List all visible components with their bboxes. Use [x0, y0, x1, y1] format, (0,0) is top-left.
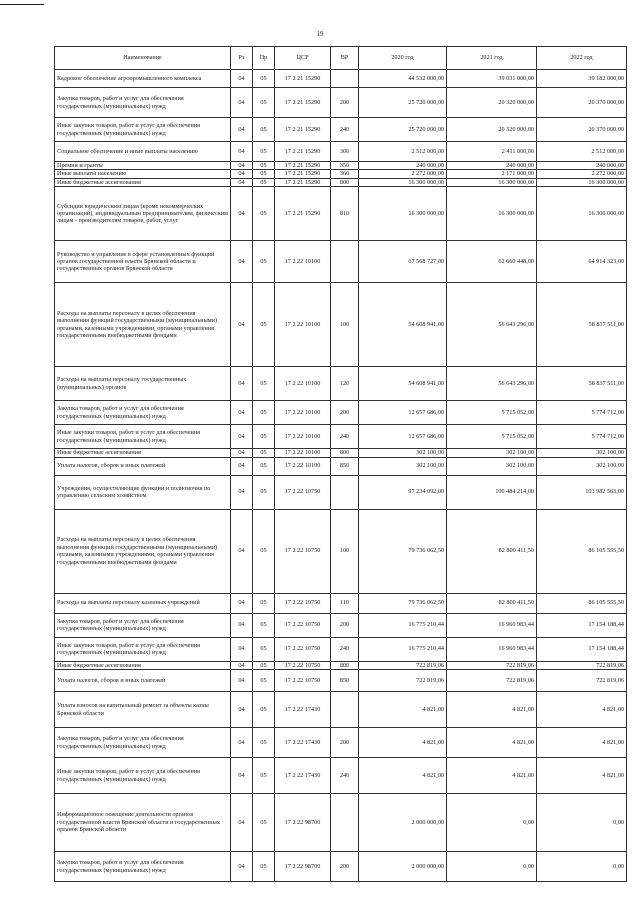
row-amount-2022: 4 821,00 [537, 758, 627, 794]
row-vr: 200 [331, 852, 359, 882]
row-amount-2021: 722 819,06 [447, 670, 537, 692]
row-pr: 05 [253, 367, 275, 401]
row-amount-2022: 722 819,06 [537, 661, 627, 669]
row-rz: 04 [231, 118, 253, 142]
row-amount-2022: 240 000,00 [537, 162, 627, 170]
row-amount-2020: 79 736 062,50 [359, 593, 447, 613]
row-vr: 800 [331, 178, 359, 186]
table-row [55, 475, 627, 509]
column-header-csr: ЦСР [275, 47, 331, 70]
row-amount-2020: 67 568 727,00 [359, 241, 447, 283]
row-csr: 17 2 21 15290 [275, 162, 331, 170]
row-amount-2022: 0,00 [537, 852, 627, 882]
row-amount-2021: 16 960 983,44 [447, 613, 537, 637]
row-pr: 05 [253, 457, 275, 475]
row-amount-2020: 97 234 092,00 [359, 475, 447, 509]
row-csr: 17 2 22 10750 [275, 593, 331, 613]
row-amount-2020: 44 532 000,00 [359, 70, 447, 88]
row-csr: 17 2 21 15290 [275, 170, 331, 178]
column-header-pr: Пр [253, 47, 275, 70]
row-pr: 05 [253, 852, 275, 882]
row-pr: 05 [253, 728, 275, 758]
row-pr: 05 [253, 283, 275, 367]
row-pr: 05 [253, 88, 275, 118]
row-pr: 05 [253, 241, 275, 283]
row-name: Закупка товаров, работ и услуг для обеспечения государственных (муниципальных) нужд [55, 401, 231, 425]
row-pr: 05 [253, 661, 275, 669]
column-header-rz: Рз [231, 47, 253, 70]
row-rz: 04 [231, 170, 253, 178]
row-amount-2020: 16 775 210,44 [359, 637, 447, 661]
row-amount-2021: 4 821,00 [447, 758, 537, 794]
row-pr: 05 [253, 692, 275, 728]
table-row [55, 283, 627, 367]
row-vr: 120 [331, 367, 359, 401]
table-row [55, 178, 627, 186]
row-vr [331, 794, 359, 852]
row-amount-2020: 2 000 000,00 [359, 794, 447, 852]
row-csr: 17 2 22 10100 [275, 401, 331, 425]
row-name: Закупка товаров, работ и услуг для обеспечения государственных (муниципальных) нужд [55, 728, 231, 758]
row-rz: 04 [231, 758, 253, 794]
row-csr: 17 2 21 15290 [275, 187, 331, 241]
row-amount-2022: 86 105 555,50 [537, 593, 627, 613]
row-name: Иные бюджетные ассигнования [55, 178, 231, 186]
row-rz: 04 [231, 241, 253, 283]
table-row [55, 187, 627, 241]
row-pr: 05 [253, 170, 275, 178]
row-rz: 04 [231, 613, 253, 637]
row-rz: 04 [231, 367, 253, 401]
row-amount-2022: 17 154 188,44 [537, 637, 627, 661]
column-header-2022: 2022 год [537, 47, 627, 70]
row-vr: 200 [331, 88, 359, 118]
row-amount-2021: 302 100,00 [447, 449, 537, 457]
row-vr [331, 475, 359, 509]
row-amount-2020: 2 272 000,00 [359, 170, 447, 178]
row-amount-2020: 4 821,00 [359, 728, 447, 758]
row-amount-2021: 0,00 [447, 794, 537, 852]
table-header-row [55, 47, 627, 70]
table-row [55, 70, 627, 88]
row-amount-2021: 0,00 [447, 852, 537, 882]
row-pr: 05 [253, 178, 275, 186]
row-amount-2021: 16 300 000,00 [447, 178, 537, 186]
row-amount-2022: 20 370 000,00 [537, 118, 627, 142]
row-amount-2022: 0,00 [537, 794, 627, 852]
row-rz: 04 [231, 449, 253, 457]
row-amount-2020: 25 720 000,00 [359, 88, 447, 118]
row-amount-2020: 302 100,00 [359, 457, 447, 475]
row-amount-2020: 722 819,06 [359, 661, 447, 669]
row-csr: 17 2 21 15290 [275, 142, 331, 162]
row-amount-2020: 12 657 686,00 [359, 425, 447, 449]
row-amount-2020: 16 300 000,00 [359, 187, 447, 241]
row-rz: 04 [231, 670, 253, 692]
row-rz: 04 [231, 142, 253, 162]
row-name: Иные закупки товаров, работ и услуг для обеспечения государственных (муниципальных) нужд [55, 425, 231, 449]
row-csr: 17 2 22 10100 [275, 241, 331, 283]
row-amount-2021: 302 100,00 [447, 457, 537, 475]
row-vr: 100 [331, 509, 359, 593]
row-name: Иные выплаты населению [55, 170, 231, 178]
table-row [55, 401, 627, 425]
row-name: Расходы на выплаты персоналу в целях обеспечения выполнения функций государственными (муниципальными) органами, казенными учреждениями, органами управления государственными внебюджетными фондами [55, 283, 231, 367]
row-name: Расходы на выплаты персоналу государственных (муниципальных) органов [55, 367, 231, 401]
row-vr: 800 [331, 661, 359, 669]
row-amount-2021: 20 320 000,00 [447, 88, 537, 118]
row-name: Уплата налогов, сборов и иных платежей [55, 457, 231, 475]
row-pr: 05 [253, 637, 275, 661]
row-rz: 04 [231, 509, 253, 593]
row-name: Уплата налогов, сборов и иных платежей [55, 670, 231, 692]
row-csr: 17 2 22 10750 [275, 670, 331, 692]
row-amount-2022: 5 774 712,00 [537, 425, 627, 449]
row-rz: 04 [231, 728, 253, 758]
row-amount-2020: 240 000,00 [359, 162, 447, 170]
row-vr: 100 [331, 283, 359, 367]
row-rz: 04 [231, 425, 253, 449]
row-amount-2020: 4 821,00 [359, 692, 447, 728]
row-csr: 17 2 22 17430 [275, 758, 331, 794]
row-amount-2021: 722 819,06 [447, 661, 537, 669]
row-amount-2020: 722 819,06 [359, 670, 447, 692]
row-name: Социальное обеспечение и иные выплаты населению [55, 142, 231, 162]
table-row [55, 425, 627, 449]
row-rz: 04 [231, 692, 253, 728]
row-amount-2021: 56 643 296,00 [447, 367, 537, 401]
row-name: Субсидии юридическим лицам (кроме некоммерческих организаций), индивидуальным предпринимателям, физическим лицам - производителям товаров, работ, услуг [55, 187, 231, 241]
row-amount-2022: 86 105 555,50 [537, 509, 627, 593]
row-name: Уплата взносов на капитальный ремонт за объекты казны Брянской области [55, 692, 231, 728]
row-amount-2021: 20 320 000,00 [447, 118, 537, 142]
row-amount-2020: 16 775 210,44 [359, 613, 447, 637]
row-vr: 240 [331, 758, 359, 794]
row-pr: 05 [253, 475, 275, 509]
row-amount-2022: 16 300 000,00 [537, 178, 627, 186]
row-amount-2021: 240 000,00 [447, 162, 537, 170]
row-amount-2022: 17 154 188,44 [537, 613, 627, 637]
row-pr: 05 [253, 758, 275, 794]
row-csr: 17 2 22 17430 [275, 692, 331, 728]
row-name: Иные бюджетные ассигнования [55, 661, 231, 669]
page-number: 19 [316, 30, 324, 38]
row-rz: 04 [231, 593, 253, 613]
row-csr: 17 2 22 10750 [275, 509, 331, 593]
row-vr: 800 [331, 449, 359, 457]
table-row [55, 593, 627, 613]
table-row [55, 509, 627, 593]
table-row [55, 613, 627, 637]
row-rz: 04 [231, 283, 253, 367]
row-name: Закупка товаров, работ и услуг для обеспечения государственных (муниципальных) нужд [55, 613, 231, 637]
row-csr: 17 2 21 15290 [275, 88, 331, 118]
row-amount-2021: 82 800 411,50 [447, 509, 537, 593]
row-csr: 17 2 22 10750 [275, 613, 331, 637]
table-row [55, 170, 627, 178]
row-rz: 04 [231, 401, 253, 425]
row-amount-2020: 2 000 000,00 [359, 852, 447, 882]
row-rz: 04 [231, 661, 253, 669]
row-amount-2021: 56 643 296,00 [447, 283, 537, 367]
column-header-name: Наименование [55, 47, 231, 70]
row-name: Иные бюджетные ассигнования [55, 449, 231, 457]
row-rz: 04 [231, 794, 253, 852]
table-row [55, 88, 627, 118]
row-name: Руководство и управление в сфере установленных функций органов государственной власти Брянской области и государственных органов Брянской области [55, 241, 231, 283]
table-row [55, 241, 627, 283]
row-amount-2021: 39 031 000,00 [447, 70, 537, 88]
row-amount-2021: 5 715 052,00 [447, 401, 537, 425]
row-pr: 05 [253, 613, 275, 637]
row-csr: 17 2 22 10100 [275, 457, 331, 475]
row-name: Информационное освещение деятельности органов государственной власти Брянской области и государственных органов Брянской области [55, 794, 231, 852]
top-rule [0, 4, 44, 5]
row-rz: 04 [231, 852, 253, 882]
row-pr: 05 [253, 794, 275, 852]
row-csr: 17 2 22 17430 [275, 728, 331, 758]
table-row [55, 758, 627, 794]
row-pr: 05 [253, 425, 275, 449]
row-amount-2021: 16 300 000,00 [447, 187, 537, 241]
table-row [55, 661, 627, 669]
row-amount-2022: 302 100,00 [537, 457, 627, 475]
table-row [55, 728, 627, 758]
table-row [55, 794, 627, 852]
row-pr: 05 [253, 118, 275, 142]
row-name: Расходы на выплаты персоналу казенных учреждений [55, 593, 231, 613]
row-pr: 05 [253, 187, 275, 241]
row-vr: 850 [331, 670, 359, 692]
row-amount-2022: 20 370 000,00 [537, 88, 627, 118]
row-amount-2022: 722 819,06 [537, 670, 627, 692]
row-pr: 05 [253, 70, 275, 88]
row-amount-2022: 302 100,00 [537, 449, 627, 457]
row-csr: 17 2 22 10100 [275, 367, 331, 401]
row-csr: 17 2 22 10100 [275, 449, 331, 457]
row-amount-2020: 2 512 000,00 [359, 142, 447, 162]
row-name: Иные закупки товаров, работ и услуг для обеспечения государственных (муниципальных) нужд [55, 118, 231, 142]
row-vr: 850 [331, 457, 359, 475]
row-vr: 240 [331, 425, 359, 449]
row-rz: 04 [231, 162, 253, 170]
row-amount-2020: 4 821,00 [359, 758, 447, 794]
row-amount-2020: 79 736 062,50 [359, 509, 447, 593]
table-body [55, 70, 627, 882]
row-vr: 240 [331, 637, 359, 661]
row-rz: 04 [231, 178, 253, 186]
row-amount-2022: 39 182 000,00 [537, 70, 627, 88]
row-vr: 200 [331, 613, 359, 637]
row-name: Закупка товаров, работ и услуг для обеспечения государственных (муниципальных) нужд [55, 852, 231, 882]
row-amount-2020: 12 657 686,00 [359, 401, 447, 425]
row-amount-2020: 25 720 000,00 [359, 118, 447, 142]
row-csr: 17 2 22 98700 [275, 852, 331, 882]
row-name: Кадровое обеспечение агропромышленного комплекса [55, 70, 231, 88]
row-amount-2021: 4 821,00 [447, 728, 537, 758]
row-name: Премии и гранты [55, 162, 231, 170]
column-header-vr: ВР [331, 47, 359, 70]
row-amount-2020: 302 100,00 [359, 449, 447, 457]
row-rz: 04 [231, 88, 253, 118]
row-amount-2022: 4 821,00 [537, 692, 627, 728]
table-row [55, 637, 627, 661]
row-name: Закупка товаров, работ и услуг для обеспечения государственных (муниципальных) нужд [55, 88, 231, 118]
row-csr: 17 2 22 10750 [275, 661, 331, 669]
row-vr: 240 [331, 118, 359, 142]
table-row [55, 449, 627, 457]
row-pr: 05 [253, 593, 275, 613]
row-vr: 300 [331, 142, 359, 162]
row-amount-2021: 5 715 052,00 [447, 425, 537, 449]
table-row [55, 142, 627, 162]
row-csr: 17 2 22 10100 [275, 283, 331, 367]
row-csr: 17 2 22 98700 [275, 794, 331, 852]
row-pr: 05 [253, 670, 275, 692]
column-header-2021: 2021 год [447, 47, 537, 70]
row-vr: 200 [331, 401, 359, 425]
row-amount-2021: 62 660 448,00 [447, 241, 537, 283]
row-vr: 810 [331, 187, 359, 241]
row-pr: 05 [253, 142, 275, 162]
row-amount-2022: 5 774 712,00 [537, 401, 627, 425]
row-amount-2022: 64 914 323,00 [537, 241, 627, 283]
row-name: Расходы на выплаты персоналу в целях обеспечения выполнения функций государственными (муниципальными) органами, казенными учреждениями, органами управления государственными внебюджетными фондами [55, 509, 231, 593]
row-csr: 17 2 22 10750 [275, 637, 331, 661]
row-amount-2021: 2 411 000,00 [447, 142, 537, 162]
row-pr: 05 [253, 449, 275, 457]
row-amount-2021: 16 960 983,44 [447, 637, 537, 661]
row-rz: 04 [231, 637, 253, 661]
row-amount-2021: 100 484 214,00 [447, 475, 537, 509]
row-rz: 04 [231, 70, 253, 88]
row-rz: 04 [231, 475, 253, 509]
row-amount-2022: 58 837 511,00 [537, 283, 627, 367]
row-amount-2022: 16 300 000,00 [537, 187, 627, 241]
row-vr: 350 [331, 162, 359, 170]
row-amount-2020: 54 608 941,00 [359, 367, 447, 401]
row-csr: 17 2 22 10100 [275, 425, 331, 449]
row-amount-2020: 16 300 000,00 [359, 178, 447, 186]
table-row [55, 852, 627, 882]
row-csr: 17 2 21 15290 [275, 118, 331, 142]
row-name: Иные закупки товаров, работ и услуг для обеспечения государственных (муниципальных) нужд [55, 637, 231, 661]
row-amount-2022: 4 821,00 [537, 728, 627, 758]
table-row [55, 457, 627, 475]
row-pr: 05 [253, 401, 275, 425]
budget-table [54, 46, 627, 882]
row-vr [331, 692, 359, 728]
table-row [55, 118, 627, 142]
row-amount-2021: 4 821,00 [447, 692, 537, 728]
row-rz: 04 [231, 457, 253, 475]
table-row [55, 367, 627, 401]
table-row [55, 670, 627, 692]
row-vr [331, 241, 359, 283]
row-amount-2022: 103 982 563,00 [537, 475, 627, 509]
row-vr: 360 [331, 170, 359, 178]
table-row [55, 692, 627, 728]
table-row [55, 162, 627, 170]
row-amount-2022: 58 837 511,00 [537, 367, 627, 401]
row-pr: 05 [253, 509, 275, 593]
row-name: Иные закупки товаров, работ и услуг для обеспечения государственных (муниципальных) нужд [55, 758, 231, 794]
row-pr: 05 [253, 162, 275, 170]
row-rz: 04 [231, 187, 253, 241]
row-amount-2021: 82 800 411,50 [447, 593, 537, 613]
row-csr: 17 2 22 10750 [275, 475, 331, 509]
column-header-2020: 2020 год [359, 47, 447, 70]
row-amount-2022: 2 272 000,00 [537, 170, 627, 178]
row-csr: 17 2 21 15290 [275, 178, 331, 186]
row-amount-2021: 2 171 000,00 [447, 170, 537, 178]
row-vr: 200 [331, 728, 359, 758]
row-vr [331, 70, 359, 88]
row-amount-2022: 2 512 000,00 [537, 142, 627, 162]
row-name: Учреждения, осуществляющие функции и полномочия по управлению сельским хозяйством [55, 475, 231, 509]
row-amount-2020: 54 608 941,00 [359, 283, 447, 367]
row-vr: 110 [331, 593, 359, 613]
row-csr: 17 2 21 15290 [275, 70, 331, 88]
